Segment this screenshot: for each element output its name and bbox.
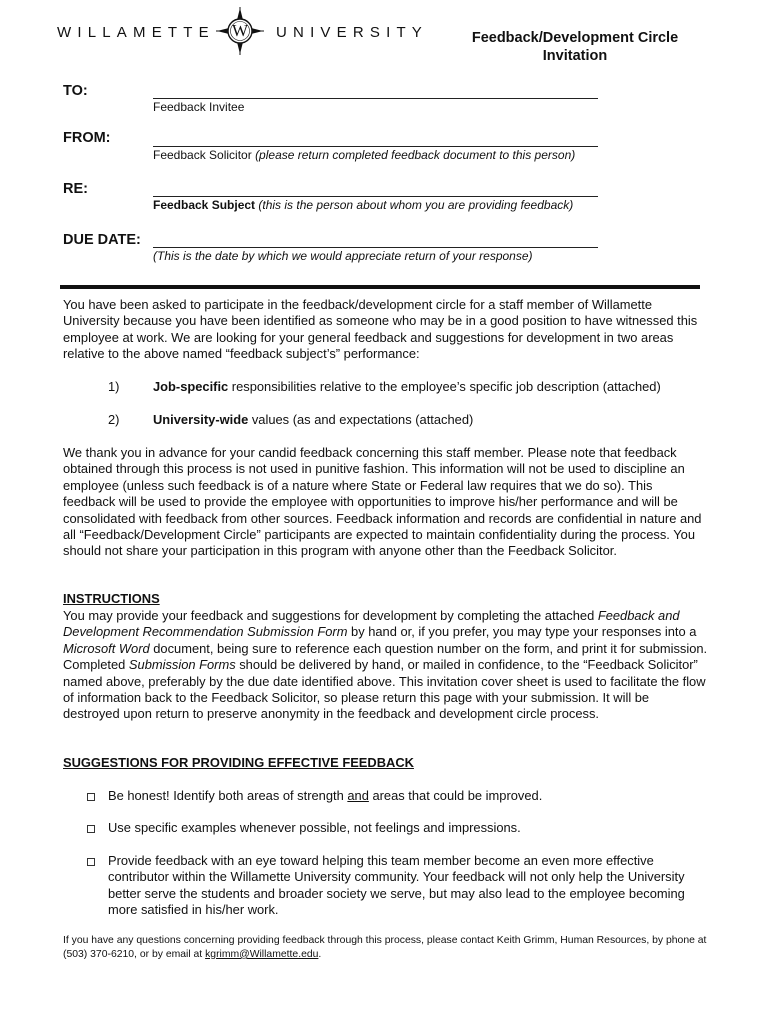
suggestions-heading: SUGGESTIONS FOR PROVIDING EFFECTIVE FEEDBACK — [63, 755, 414, 770]
to-hint: Feedback Invitee — [153, 100, 245, 114]
due-date-hint-text: (This is the date by which we would appreciate return of your response) — [153, 249, 533, 263]
to-field-line[interactable] — [153, 98, 598, 99]
instr-word-name: Microsoft Word — [63, 640, 150, 656]
instr-text-2: by hand or, if you prefer, you may type your responses into a — [347, 624, 697, 640]
area-1-text — [153, 379, 713, 395]
re-hint-main: Feedback Subject — [153, 198, 256, 212]
from-field-line[interactable] — [153, 146, 598, 147]
title-line-2: Invitation — [542, 48, 608, 64]
instr-text-4: should be delivered by hand, or mailed in confidence, to the “Feedback Solicitor” named above, preferably by the due date identified above. This invitation cover sheet is used to facilitate the flow of information back to the Feedback Solicitor, so please return this page with your submission. It will be destroyed upon return to preserve anonymity in the feedback and development circle process. — [63, 657, 706, 722]
document-title — [440, 29, 710, 65]
suggestion-1-underlined: and — [347, 788, 369, 803]
instructions-heading: INSTRUCTIONS — [63, 591, 160, 606]
re-label: RE: — [63, 181, 88, 197]
area-1-number: 1) — [108, 379, 120, 394]
intro-paragraph: You have been asked to participate in the feedback/development circle for a staff member of Willamette University because you have been identified as someone who may be in a good position to have witnessed this employee at work. We are looking for your general feedback and suggestions for development in two areas relative to the above named “feedback subject’s” performance: — [63, 297, 698, 362]
instr-form-name: Feedback and Development Recommendation Submission Form — [63, 608, 680, 640]
area-1-bold: Job-specific — [153, 379, 229, 394]
area-2-text — [153, 412, 713, 428]
suggestion-item-3: Provide feedback with an eye toward helping this team member become an even more effective contributor within the Willamette University community. Your feedback will not only help the University better serve the students and broader society we serve, but may also lead to the employee becoming more satisfied in his/her work. — [108, 853, 685, 918]
from-label: FROM: — [63, 130, 111, 146]
suggestion-item-1 — [108, 788, 708, 804]
instr-text-3: document, being sure to reference each question number on the form, and print it for submission. Completed — [63, 640, 708, 673]
section-divider — [60, 285, 700, 289]
bullet-box-icon — [87, 858, 95, 866]
confidentiality-paragraph: We thank you in advance for your candid feedback concerning this staff member. Please note that feedback obtained through this process is not used in punitive fashion. This information will not be used to discipline an employee (unless such feedback is of a nature where State or Federal law requires that we do so). This feedback will be used to provide the employee with opportunities to improve his/her performance and will be consolidated with feedback from other sources. Feedback information and records are confidential in nature and all “Feedback/Development Circle” participants are expected to maintain confidentiality during the process. You should not share your participation in this program with anyone other than the Feedback Solicitor. — [63, 445, 702, 559]
re-field-line[interactable] — [153, 196, 598, 197]
footer-end: . — [318, 948, 322, 960]
logo-mark-letter: W — [231, 21, 249, 40]
from-hint-main: Feedback Solicitor — [153, 148, 252, 162]
to-label: TO: — [63, 83, 88, 99]
area-2-number: 2) — [108, 412, 120, 427]
suggestion-item-2: Use specific examples whenever possible, not feelings and impressions. — [108, 820, 521, 835]
contact-email-link[interactable]: kgrimm@Willamette.edu — [205, 948, 319, 960]
instr-text-1: You may provide your feedback and suggestions for development by completing the attached — [63, 608, 598, 623]
area-2-bold: University-wide — [153, 412, 249, 427]
due-date-hint — [153, 249, 533, 263]
bullet-box-icon — [87, 793, 95, 801]
title-line-1: Feedback/Development Circle — [471, 30, 679, 46]
re-hint — [153, 198, 573, 212]
due-date-label: DUE DATE: — [63, 232, 141, 248]
from-hint-note: (please return completed feedback document to this person) — [255, 148, 576, 162]
instructions-paragraph — [63, 608, 708, 723]
re-hint-note: (this is the person about whom you are providing feedback) — [258, 198, 574, 212]
suggestion-1-part-a: Be honest! Identify both areas of strength — [108, 788, 348, 803]
suggestion-1-part-b: areas that could be improved. — [368, 788, 543, 803]
logo-wordmark-right: UNIVERSITY — [276, 24, 429, 41]
from-hint — [153, 148, 575, 162]
instr-submission-forms: Submission Forms — [128, 657, 236, 673]
contact-footer — [63, 934, 708, 962]
footer-text: If you have any questions concerning providing feedback through this process, please contact Keith Grimm, Human Resources, by phone at (503) 370-6210, or by email at — [63, 935, 707, 960]
logo-wordmark-left: WILLAMETTE — [57, 24, 215, 41]
university-seal-icon — [215, 6, 265, 56]
due-date-field-line[interactable] — [153, 247, 598, 248]
area-1-rest: responsibilities relative to the employee’s specific job description (attached) — [228, 379, 661, 394]
area-2-rest: values (as and expectations (attached) — [248, 412, 474, 427]
bullet-box-icon — [87, 825, 95, 833]
